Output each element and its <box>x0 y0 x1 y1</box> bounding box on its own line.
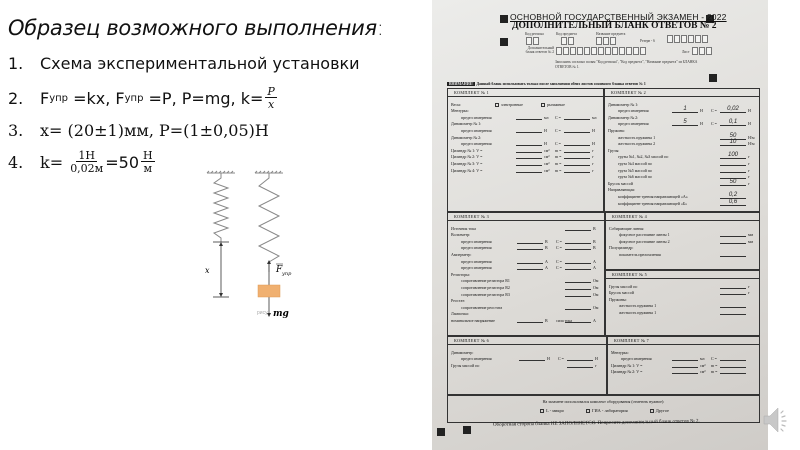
answer-field[interactable] <box>516 165 542 166</box>
answer-field[interactable] <box>564 152 590 153</box>
form-row: Направляющая: <box>608 187 635 193</box>
answer-field[interactable] <box>720 236 746 237</box>
form-row: предел измерения А С = А <box>461 258 596 264</box>
weight-block <box>258 285 280 297</box>
form-row: предел измерения А С = А <box>461 265 596 271</box>
speaker-icon[interactable] <box>762 405 790 435</box>
kit-6-section: КОМПЛЕКТ № 6 Динамометр: предел измерения Н С = Н Грузы массой по г <box>447 336 607 395</box>
form-row: предел измерения В С = В <box>461 245 596 251</box>
answer-field[interactable] <box>516 145 542 146</box>
form-row: Мензурка: <box>451 108 469 114</box>
answer-field[interactable] <box>567 360 593 361</box>
form-row: Цилиндр № 3: V = см³ m = г <box>451 160 594 166</box>
option-other[interactable]: Другое <box>648 408 669 413</box>
answer-field[interactable] <box>516 152 542 153</box>
answer-field[interactable]: 0,1 <box>720 119 746 126</box>
force-label: F <box>276 265 283 275</box>
answer-field[interactable] <box>564 158 590 159</box>
registration-mark <box>500 38 508 46</box>
list-item-1: 1. Схема экспериментальной установки <box>8 54 360 73</box>
answer-field[interactable] <box>565 309 591 310</box>
form-row: коэффициент трения направляющей «А» 0,2 <box>608 192 756 199</box>
form-row: Динамометр № 2: <box>451 134 482 140</box>
form-row: груза №6 массой по г <box>618 174 750 180</box>
list-item-2: 2. F упр =kx, F упр =P, P=mg, k= $\frac{P}{x}$ <box>8 85 275 111</box>
form-row: Динамометр № 1: <box>608 101 639 107</box>
form-row: показатель преломления <box>609 250 756 257</box>
checkbox-electronic[interactable] <box>495 103 499 107</box>
form-row: фокусное расстояние линзы 2 мм <box>619 238 754 244</box>
answer-field[interactable]: 10 <box>720 139 746 146</box>
form-row: Грузы массой по г <box>451 362 597 368</box>
warning-bar: ВНИМАНИЕ! Данный бланк использовать только после заполнения обеих листов основного бланка ответов № 1 <box>449 82 646 86</box>
form-row: Пружины: <box>609 296 627 302</box>
form-row: коэффициент трения направляющей «Б» 0,6 <box>608 199 756 206</box>
answer-field[interactable]: 0,6 <box>720 199 746 206</box>
registration-mark <box>463 426 471 434</box>
answer-field[interactable] <box>567 367 593 368</box>
form-row: Источник тока В <box>451 225 596 231</box>
form-row: Собирающие линзы: <box>609 225 645 231</box>
form-row: жесткость пружины 1 <box>609 302 756 309</box>
answer-field[interactable] <box>672 373 698 374</box>
form-row: предел измерения Н С = Н <box>461 141 595 147</box>
form-row: грузы №1, №2, №3 массой по 100 г <box>618 152 750 160</box>
form-row: Динамометр № 2: <box>608 114 639 120</box>
answer-field[interactable] <box>720 314 746 315</box>
answer-field[interactable]: 100 <box>720 152 746 159</box>
kit-2-section: КОМПЛЕКТ № 2 Динамометр № 1: предел измерения 1 Н С = 0,02 Н Динамометр № 2: предел измерения 5 Н С = 0,1 Н Пружина: жесткость пружины 1 50 Н/м жесткость пружины 2 10 Н/м Грузы: грузы №1, №2, №3 массой по 100 г груза №4 массой по г груза №5 массой по г груза №6 массой по г Брусок массой 50 г Направляющая: коэффициент трения направляющей «А» 0,2 коэффициент трения направляющей «Б» 0,6 <box>604 88 760 212</box>
answer-field[interactable] <box>565 296 591 297</box>
answer-field[interactable] <box>565 243 591 244</box>
answer-field[interactable] <box>720 172 746 173</box>
form-row: предел измерения Н С = Н <box>461 127 595 133</box>
form-row: предел измерения 5 Н С = 0,1 Н <box>618 119 751 127</box>
option-gia-lab[interactable]: ГИА - лаборатория <box>584 408 628 413</box>
option-l-micro[interactable]: L - микро <box>538 408 564 413</box>
form-row: Брусок массой г <box>609 290 750 296</box>
form-row: жесткость пружины 1 <box>609 308 756 315</box>
kit-5-section: КОМПЛЕКТ № 5 Грузы массой по г Брусок массой г Пружины: жесткость пружины 1 жесткость пружины 1 <box>605 270 760 336</box>
form-row: Пружина: <box>608 127 625 133</box>
registration-mark <box>500 15 508 23</box>
form-header-title: ДОПОЛНИТЕЛЬНЫЙ БЛАНК ОТВЕТОВ № 2 <box>512 21 717 31</box>
answer-field[interactable] <box>516 172 542 173</box>
spring-diagram <box>195 170 315 330</box>
form-row: Реостат: <box>451 298 466 304</box>
form-row: номинальное напряжение В сила тока А <box>451 317 596 323</box>
answer-field[interactable] <box>672 367 698 368</box>
slide-title: Образец возможного выполнения: <box>8 16 384 40</box>
svg-text:упр: упр <box>282 271 292 277</box>
form-row: Цилиндр № 2: V = см³ m = <box>611 368 756 375</box>
answer-field[interactable] <box>720 307 746 308</box>
form-row: Цилиндр № 1: V = см³ m = г <box>451 147 594 153</box>
answer-field[interactable] <box>565 322 591 323</box>
answer-field[interactable] <box>565 282 591 283</box>
answer-field[interactable] <box>565 230 591 231</box>
form-row: Динамометр: <box>451 349 474 355</box>
form-row: Цилиндр № 1: V = см³ m = <box>611 361 756 368</box>
answer-field[interactable] <box>564 119 590 120</box>
form-row: груза №5 массой по г <box>618 167 750 173</box>
form-row: груза №4 массой по г <box>618 160 750 166</box>
registration-mark <box>437 428 445 436</box>
answer-field[interactable] <box>517 269 543 270</box>
answer-field[interactable]: 5 <box>672 119 698 126</box>
form-row: жесткость пружины 2 10 Н/м <box>618 139 755 147</box>
answer-field[interactable] <box>720 243 746 244</box>
kit-4-section: КОМПЛЕКТ № 4 Собирающие линзы: фокусное расстояние линзы 1 мм фокусное расстояние линзы 2 мм Полуцилиндр: показатель преломления <box>605 212 760 270</box>
form-row: Лампочка: <box>451 311 469 317</box>
svg-text:рису: рису <box>257 310 268 316</box>
checkbox-lever[interactable] <box>541 103 545 107</box>
form-row: Вольтметр: <box>451 232 471 238</box>
answer-field[interactable] <box>564 172 590 173</box>
form-row: сопротивление резистора R1 Ом <box>461 278 599 284</box>
answer-field[interactable] <box>517 249 543 250</box>
form-row: Полуцилиндр: <box>609 245 634 251</box>
answer-field[interactable] <box>720 256 746 257</box>
form-row: фокусное расстояние линзы 1 мм <box>619 232 754 238</box>
answer-field[interactable] <box>720 373 746 374</box>
answer-field[interactable] <box>720 360 746 361</box>
answer-field[interactable] <box>565 249 591 250</box>
x-label: x <box>205 266 210 275</box>
weight-label: mg <box>273 309 289 319</box>
answer-field[interactable] <box>519 360 545 361</box>
form-row: сопротивление реостата Ом <box>461 304 599 310</box>
list-item-4: 4. k= $\frac{1Н}{0,02м}$ =50 $\frac{Н}{м}$ <box>8 149 153 175</box>
form-row: Цилиндр № 4: V = см³ m = г <box>451 167 594 173</box>
answer-field[interactable] <box>516 132 542 133</box>
answer-field[interactable] <box>672 360 698 361</box>
answer-field[interactable] <box>517 263 543 264</box>
form-row: предел измерения мл С = <box>611 355 756 362</box>
form-row: Грузы: <box>608 147 620 153</box>
answer-field[interactable] <box>564 165 590 166</box>
answer-field[interactable]: 50 <box>720 179 746 186</box>
answer-field[interactable] <box>564 145 590 146</box>
form-row: Цилиндр № 2: V = см³ m = г <box>451 154 594 160</box>
registration-mark <box>709 74 717 82</box>
answer-field[interactable]: 0,02 <box>720 106 746 113</box>
form-row: сопротивление резистора R2 Ом <box>461 284 599 290</box>
form-row: предел измерения В С = В <box>461 238 596 244</box>
answer-field[interactable] <box>565 269 591 270</box>
form-header-exam: ОСНОВНОЙ ГОСУДАРСТВЕННЫЙ ЭКЗАМЕН - 2022 <box>510 12 727 22</box>
kit-3-section: КОМПЛЕКТ № 3 Источник тока В Вольтметр: предел измерения В С = В предел измерения В С = В Амперметр: предел измерения А С = А предел измерения А С = А Резисторы: сопротивление резистора R1 Ом сопротивление резистора R2 Ом сопротивление резистора R3 Ом Реостат: сопротивление реостата Ом Лампочка: номинальное напряжение В сила тока А <box>447 212 605 336</box>
answer-field[interactable] <box>564 132 590 133</box>
answer-field[interactable] <box>565 289 591 290</box>
form-row: жесткость пружины 1 50 Н/м <box>618 132 755 140</box>
list-item-3: 3. x= (20±1)мм, P=(1±0,05)Н <box>8 121 269 140</box>
form-row: предел измерения мл С = мл <box>461 114 597 120</box>
answer-field[interactable] <box>517 322 543 323</box>
kit-7-section: КОМПЛЕКТ № 7 Мензурка: предел измерения мл С = Цилиндр № 1: V = см³ m = Цилиндр № 2: V = см³ m = <box>607 336 760 395</box>
form-row: Динамометр № 1: <box>451 121 482 127</box>
answer-field[interactable] <box>720 294 746 295</box>
form-row: Мензурка: <box>611 349 629 355</box>
answer-field[interactable]: 1 <box>672 106 698 113</box>
answer-field[interactable] <box>516 158 542 159</box>
answer-field[interactable] <box>517 243 543 244</box>
equipment-section: На экзамене использовался комплект оборудования (отметить нужное): L - микро ГИА - лаборатория Другое <box>447 395 760 423</box>
form-row: сопротивление резистора R3 Ом <box>461 291 599 297</box>
answer-field[interactable]: 0,2 <box>720 192 746 199</box>
answer-field[interactable] <box>720 367 746 368</box>
form-row: Грузы массой по г <box>609 283 750 289</box>
form-row: Резисторы: <box>451 271 470 277</box>
form-footer: Оборотная сторона бланка НЕ ЗАПОЛНЯЕТСЯ. Попросите дополнительный бланк ответов № 2. <box>492 419 700 428</box>
form-row: Амперметр: <box>451 251 472 257</box>
answer-field[interactable] <box>516 119 542 120</box>
form-row: предел измерения 1 Н С = 0,02 Н <box>618 106 751 114</box>
answer-field[interactable] <box>565 263 591 264</box>
answer-field[interactable]: 50 <box>720 133 746 140</box>
form-row: Брусок массой 50 г <box>608 178 750 186</box>
answer-field[interactable] <box>720 165 746 166</box>
answer-field[interactable] <box>720 288 746 289</box>
form-row: предел измерения Н С = Н <box>461 356 598 362</box>
kit-1-section: КОМПЛЕКТ № 1 Весы: электронные рычажные Мензурка: предел измерения мл С = мл Динамометр № 1: предел измерения Н С = Н Динамометр № 2: предел измерения Н С = Н Цилиндр № 1: V = см³ m = г Цилиндр № 2: V = см³ m = г Цилиндр № 3: V = см³ m = г Цилиндр № 4: V = см³ m = г <box>447 88 604 212</box>
